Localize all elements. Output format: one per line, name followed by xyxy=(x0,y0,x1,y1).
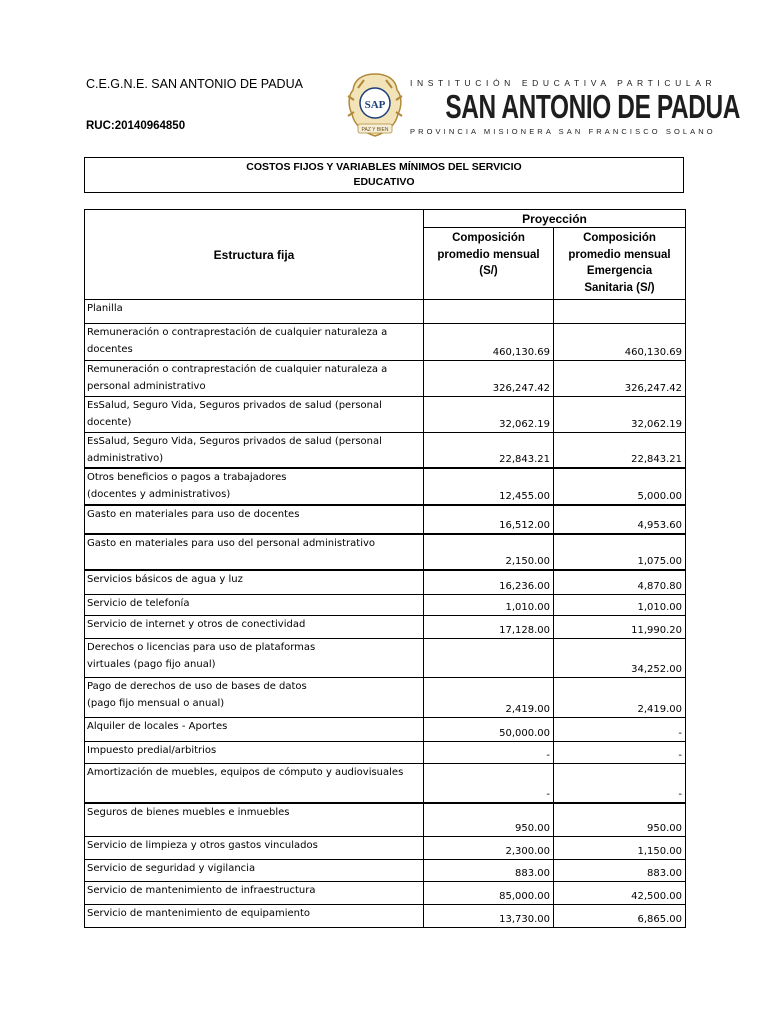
value-emergency: 22,843.21 xyxy=(554,433,686,469)
value-monthly: 16,236.00 xyxy=(424,570,554,594)
value-monthly: 883.00 xyxy=(424,859,554,881)
row-label-line: personal administrativo xyxy=(87,381,206,392)
col1-header xyxy=(424,228,554,300)
table-row xyxy=(85,570,686,594)
row-label xyxy=(85,763,424,803)
row-label xyxy=(85,324,424,361)
row-label-line: Planilla xyxy=(87,303,123,314)
institution-logo xyxy=(344,70,741,142)
value-monthly: 2,150.00 xyxy=(424,534,554,570)
value-emergency: 6,865.00 xyxy=(554,904,686,927)
col1-header-line: promedio mensual xyxy=(437,248,540,261)
col2-header-line: Sanitaria (S/) xyxy=(584,281,655,294)
row-label-line: Servicio de seguridad y vigilancia xyxy=(87,862,256,874)
col2-header xyxy=(554,228,686,300)
title-line2: EDUCATIVO xyxy=(353,176,415,188)
table-row xyxy=(85,763,686,803)
table-row xyxy=(85,904,686,927)
value-emergency xyxy=(554,300,686,324)
row-label xyxy=(85,836,424,859)
table-row xyxy=(85,836,686,859)
costs-table-body xyxy=(85,210,686,928)
row-label-line: EsSalud, Seguro Vida, Seguros privados de salud (personal xyxy=(87,400,382,411)
row-label-line: Gasto en materiales para uso de docentes xyxy=(87,509,300,520)
row-label-line: docentes xyxy=(87,344,133,355)
row-label xyxy=(85,741,424,763)
row-label-line: Remuneración o contraprestación de cualquier naturaleza a xyxy=(87,327,388,338)
table-row xyxy=(85,615,686,638)
col1-header-line: (S/) xyxy=(479,265,498,277)
row-label xyxy=(85,881,424,904)
value-emergency: - xyxy=(554,763,686,803)
costs-table xyxy=(84,209,686,928)
row-label xyxy=(85,904,424,927)
row-label-line: Gasto en materiales para uso del personal administrativo xyxy=(87,538,376,549)
table-row xyxy=(85,717,686,741)
row-label-line: Impuesto predial/arbitrios xyxy=(87,744,217,756)
value-emergency: 883.00 xyxy=(554,859,686,881)
value-monthly: 13,730.00 xyxy=(424,904,554,927)
logo-text xyxy=(410,70,741,142)
col2-header-line: promedio mensual xyxy=(568,248,671,261)
value-monthly xyxy=(424,638,554,677)
value-emergency: 4,870.80 xyxy=(554,570,686,594)
row-label-line: Servicio de mantenimiento de equipamiento xyxy=(87,907,311,919)
logo-line2: SAN ANTONIO DE PADUA xyxy=(445,88,741,125)
value-monthly: 460,130.69 xyxy=(424,324,554,361)
col2-header-line: Emergencia xyxy=(586,265,653,277)
value-emergency: 460,130.69 xyxy=(554,324,686,361)
row-label-line: (docentes y administrativos) xyxy=(87,489,231,500)
value-monthly xyxy=(424,300,554,324)
table-row xyxy=(85,859,686,881)
row-label xyxy=(85,615,424,638)
table-row xyxy=(85,433,686,469)
projection-header: Proyección xyxy=(424,210,686,228)
value-emergency: - xyxy=(554,717,686,741)
school-name: C.E.G.N.E. SAN ANTONIO DE PADUA xyxy=(86,77,303,91)
table-row xyxy=(85,300,686,324)
row-label-line: Alquiler de locales - Aportes xyxy=(87,720,228,732)
row-label xyxy=(85,468,424,505)
row-label-line: Servicio de telefonía xyxy=(87,597,190,609)
document-title xyxy=(84,157,684,193)
row-label-line: administrativo) xyxy=(87,453,164,464)
row-label-line: docente) xyxy=(87,417,132,428)
row-label xyxy=(85,638,424,677)
row-label-line: (pago fijo mensual o anual) xyxy=(87,697,225,709)
structure-header: Estructura fija xyxy=(85,210,424,300)
value-monthly: 12,455.00 xyxy=(424,468,554,505)
row-label-line: Remuneración o contraprestación de cualquier naturaleza a xyxy=(87,364,388,375)
row-label xyxy=(85,803,424,836)
table-row xyxy=(85,468,686,505)
row-label-line: Pago de derechos de uso de bases de datos xyxy=(87,680,307,692)
value-emergency: 326,247.42 xyxy=(554,361,686,397)
table-row xyxy=(85,397,686,433)
row-label-line: Servicio de internet y otros de conectividad xyxy=(87,618,306,630)
value-monthly: 22,843.21 xyxy=(424,433,554,469)
row-label-line: virtuales (pago fijo anual) xyxy=(87,658,216,670)
value-monthly: - xyxy=(424,741,554,763)
value-monthly: 950.00 xyxy=(424,803,554,836)
value-monthly: 50,000.00 xyxy=(424,717,554,741)
table-row xyxy=(85,741,686,763)
value-emergency: 42,500.00 xyxy=(554,881,686,904)
row-label xyxy=(85,505,424,534)
row-label-line: Servicio de mantenimiento de infraestructura xyxy=(87,884,316,896)
row-label xyxy=(85,570,424,594)
row-label xyxy=(85,300,424,324)
logo-line1: INSTITUCIÓN EDUCATIVA PARTICULAR xyxy=(410,78,717,88)
table-row xyxy=(85,534,686,570)
row-label-line: Derechos o licencias para uso de plataformas xyxy=(87,641,316,653)
table-row xyxy=(85,881,686,904)
seal-text xyxy=(344,70,406,142)
value-monthly: 2,419.00 xyxy=(424,677,554,717)
row-label xyxy=(85,859,424,881)
row-label-line: Amortización de muebles, equipos de cómputo y audiovisuales xyxy=(87,766,404,778)
value-emergency: 11,990.20 xyxy=(554,615,686,638)
table-row xyxy=(85,677,686,717)
row-label-line: Otros beneficios o pagos a trabajadores xyxy=(87,472,287,483)
row-label-line: Seguros de bienes muebles e inmuebles xyxy=(87,807,290,818)
col2-header-line: Composición xyxy=(583,232,656,244)
row-label xyxy=(85,677,424,717)
seal-initials: SAP xyxy=(364,99,386,111)
value-monthly: 326,247.42 xyxy=(424,361,554,397)
row-label xyxy=(85,433,424,469)
row-label xyxy=(85,594,424,615)
value-emergency: 4,953.60 xyxy=(554,505,686,534)
value-emergency: 34,252.00 xyxy=(554,638,686,677)
value-emergency: 5,000.00 xyxy=(554,468,686,505)
row-label xyxy=(85,361,424,397)
value-emergency: 1,075.00 xyxy=(554,534,686,570)
table-row xyxy=(85,505,686,534)
table-row xyxy=(85,638,686,677)
value-emergency: 1,150.00 xyxy=(554,836,686,859)
table-row xyxy=(85,803,686,836)
value-monthly: 32,062.19 xyxy=(424,397,554,433)
value-monthly: 1,010.00 xyxy=(424,594,554,615)
title-line1: COSTOS FIJOS Y VARIABLES MÍNIMOS DEL SERVICIO xyxy=(246,161,522,173)
value-emergency: 2,419.00 xyxy=(554,677,686,717)
row-label xyxy=(85,534,424,570)
row-label xyxy=(85,397,424,433)
value-monthly: 2,300.00 xyxy=(424,836,554,859)
value-emergency: - xyxy=(554,741,686,763)
row-label xyxy=(85,717,424,741)
value-emergency: 950.00 xyxy=(554,803,686,836)
value-monthly: - xyxy=(424,763,554,803)
value-emergency: 1,010.00 xyxy=(554,594,686,615)
table-row xyxy=(85,594,686,615)
row-label-line: EsSalud, Seguro Vida, Seguros privados de salud (personal xyxy=(87,436,382,447)
table-row xyxy=(85,324,686,361)
value-monthly: 16,512.00 xyxy=(424,505,554,534)
logo-line3: PROVINCIA MISIONERA SAN FRANCISCO SOLANO xyxy=(410,127,716,136)
table-row xyxy=(85,361,686,397)
row-label-line: Servicio de limpieza y otros gastos vinculados xyxy=(87,839,318,851)
value-monthly: 17,128.00 xyxy=(424,615,554,638)
seal-motto: PAZ Y BIEN xyxy=(361,127,389,133)
ruc-number: RUC:20140964850 xyxy=(86,120,186,132)
value-monthly: 85,000.00 xyxy=(424,881,554,904)
col1-header-line: Composición xyxy=(452,232,525,244)
value-emergency: 32,062.19 xyxy=(554,397,686,433)
row-label-line: Servicios básicos de agua y luz xyxy=(87,574,243,585)
